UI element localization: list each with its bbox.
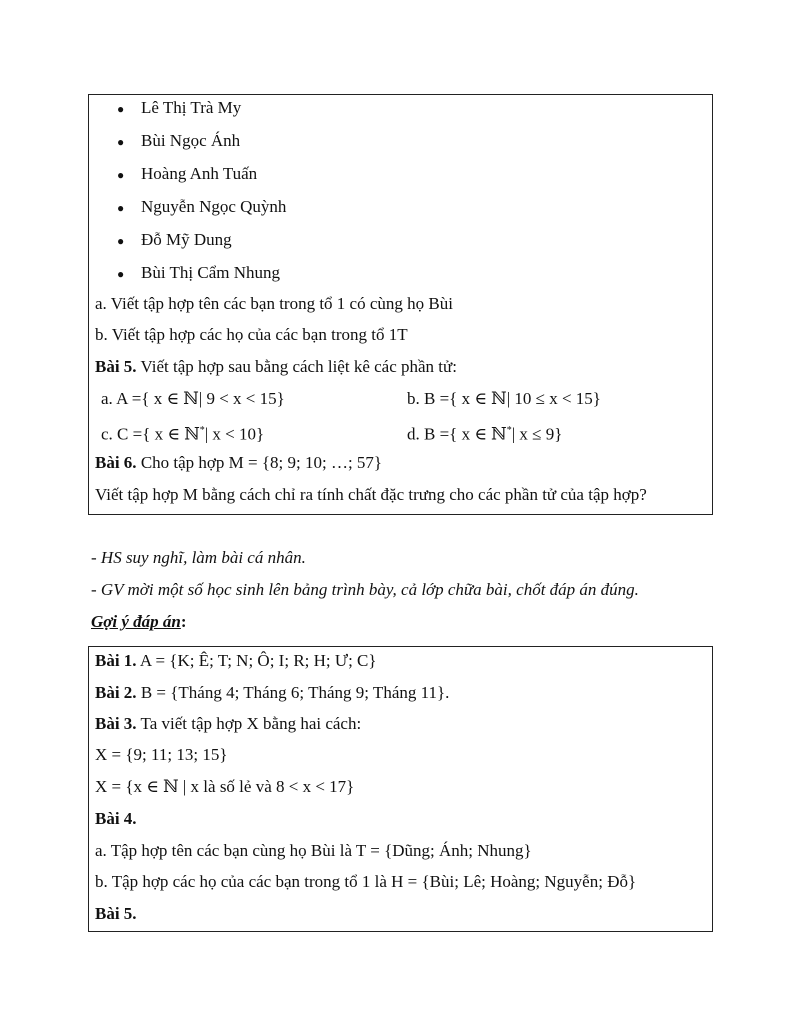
answer-bai2: Bài 2. B = {Tháng 4; Tháng 6; Tháng 9; Tháng 11}.	[95, 683, 450, 702]
bai5-text: Viết tập hợp sau bằng cách liệt kê các phần tử:	[136, 357, 457, 376]
student-name: Bùi Ngọc Ánh	[141, 131, 241, 150]
bai6-question: Viết tập hợp M bằng cách chỉ ra tính chất đặc trưng cho các phần tử của tập hợp?	[95, 485, 647, 504]
bai5-heading	[95, 357, 457, 377]
exercise-box	[88, 94, 713, 515]
student-name: Nguyễn Ngọc Quỳnh	[141, 197, 287, 216]
bullet-icon: ●	[117, 135, 125, 149]
bai6-text: Cho tập hợp M = {8; 9; 10; …; 57}	[136, 453, 383, 472]
answers-title: Gợi ý đáp án	[91, 612, 181, 631]
bullet-icon: ●	[117, 168, 125, 182]
answer-bai3: Bài 3. Ta viết tập hợp X bằng hai cách:	[95, 714, 362, 733]
bai5-b: b. B ={ x ∈ ℕ| 10 ≤ x < 15}	[407, 389, 601, 408]
bullet-icon: ●	[117, 267, 125, 281]
answer-bai4: Bài 4.	[95, 809, 137, 828]
student-name: Hoàng Anh Tuấn	[141, 164, 258, 183]
student-name: Lê Thị Trà My	[141, 98, 242, 117]
student-name: Đỗ Mỹ Dung	[141, 230, 232, 249]
question-a: a. Viết tập hợp tên các bạn trong tổ 1 có cùng họ Bùi	[95, 294, 453, 313]
question-b: b. Viết tập hợp các họ của các bạn trong tổ 1T	[95, 325, 408, 344]
answer-bai4-b: b. Tập hợp các họ của các bạn trong tổ 1 là H = {Bùi; Lê; Hoàng; Nguyễn; Đỗ}	[95, 872, 637, 891]
answer-bai1: Bài 1. A = {K; Ê; T; N; Ô; I; R; H; Ư; C}	[95, 651, 377, 670]
answer-bai4-a: a. Tập hợp tên các bạn cùng họ Bùi là T = {Dũng; Ánh; Nhung}	[95, 841, 532, 860]
bullet-icon: ●	[117, 102, 125, 116]
bai5-a: a. A ={ x ∈ ℕ| 9 < x < 15}	[101, 389, 285, 408]
bullet-icon: ●	[117, 234, 125, 248]
bai6-heading	[95, 453, 382, 473]
bai5-label: Bài 5.	[95, 357, 137, 376]
bai6-label: Bài 6.	[95, 453, 137, 472]
instruction-2: - GV mời một số học sinh lên bảng trình bày, cả lớp chữa bài, chốt đáp án đúng.	[91, 580, 639, 599]
bullet-icon: ●	[117, 201, 125, 215]
answer-box	[88, 646, 713, 932]
answer-bai3-x1: X = {9; 11; 13; 15}	[95, 745, 228, 764]
answer-bai5: Bài 5.	[95, 904, 137, 923]
bai5-d: d. B ={ x ∈ ℕ*| x ≤ 9}	[407, 424, 563, 444]
bai5-c: c. C ={ x ∈ ℕ*| x < 10}	[101, 424, 265, 444]
student-name: Bùi Thị Cẩm Nhung	[141, 263, 280, 282]
answer-bai3-x2: X = {x ∈ ℕ | x là số lẻ và 8 < x < 17}	[95, 777, 355, 796]
instruction-1: - HS suy nghĩ, làm bài cá nhân.	[91, 548, 306, 567]
answers-heading: Gợi ý đáp án:	[91, 612, 187, 631]
